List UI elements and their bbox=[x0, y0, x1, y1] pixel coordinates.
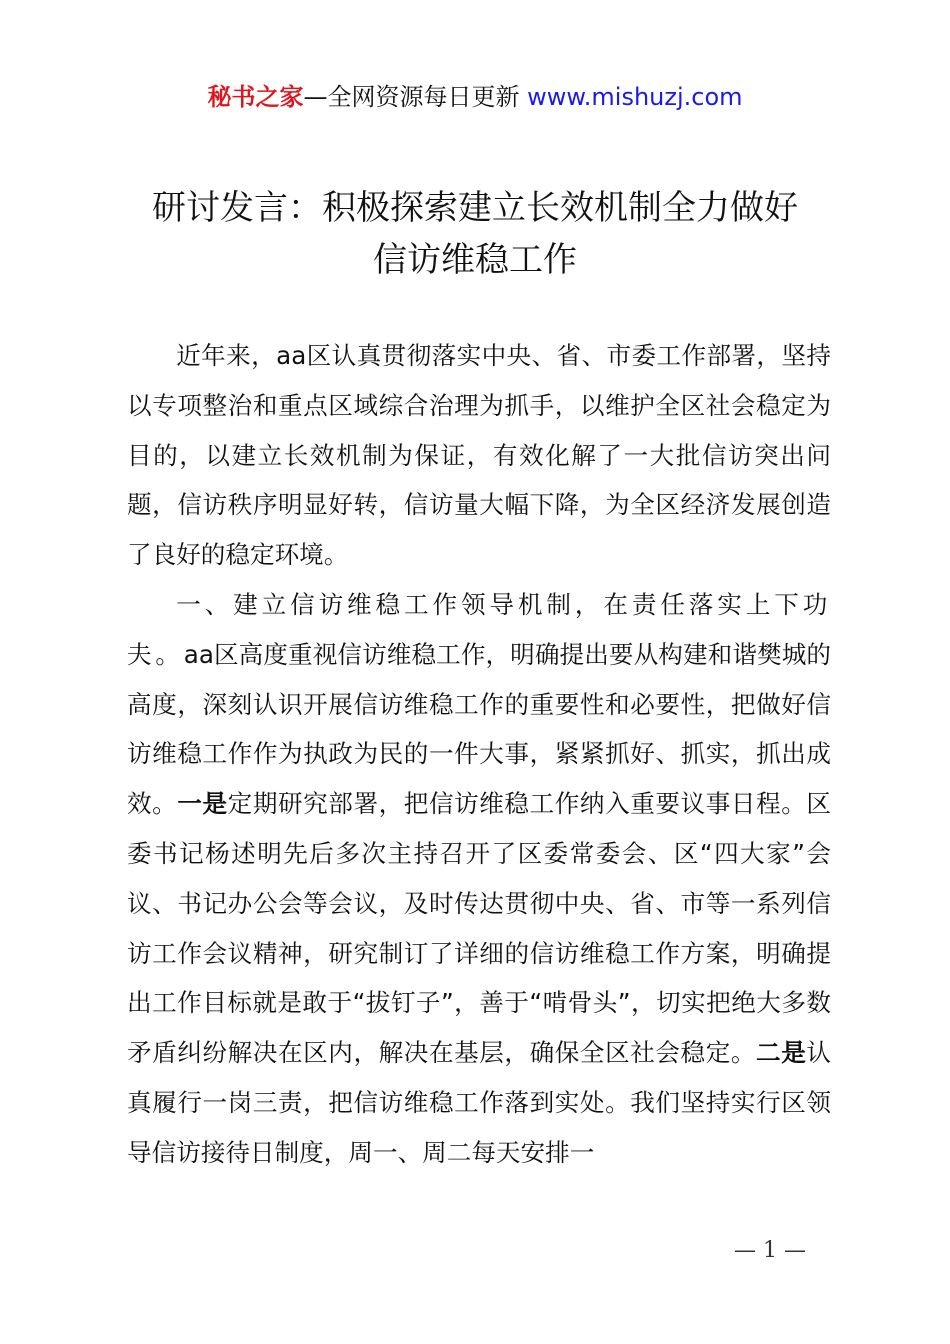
paragraph-section-1 bbox=[127, 580, 831, 1178]
document-title bbox=[100, 182, 850, 286]
title-line-1: 研讨发言：积极探索建立长效机制全力做好 bbox=[152, 188, 798, 228]
page-number: — 1 — bbox=[734, 1238, 806, 1263]
point-one-text: 定期研究部署，把信访维稳工作纳入重要议事日程。区委书记杨述明先后多次主持召开了区委常委会、区“四大家”会议、书记办公会等会议，及时传达贯彻中央、省、市等一系列信访工作会议精神，研究制订了详细的信访维稳工作方案，明确提出工作目标就是敢于“拔钉子”，善于“啃骨头”，切实把绝大多数矛盾纠纷解决在区内，解决在基层，确保全区社会稳定。 bbox=[127, 789, 831, 1068]
site-name: 秘书之家 bbox=[207, 83, 304, 111]
site-header bbox=[0, 80, 950, 114]
site-url-link[interactable]: www.mishuzj.com bbox=[527, 83, 743, 111]
section-1-text: aa区高度重视信访维稳工作，明确提出要从构建和谐樊城的高度，深刻认识开展信访维稳工作的重要性和必要性，把做好信访维稳工作作为执政为民的一件大事，紧紧抓好、抓实，抓出成效。 bbox=[127, 639, 831, 819]
title-line-2: 信访维稳工作 bbox=[373, 240, 577, 280]
site-slogan: —全网资源每日更新 bbox=[303, 83, 520, 111]
point-two-label: 二是 bbox=[756, 1038, 807, 1068]
document-body bbox=[127, 331, 831, 1178]
paragraph-intro: 近年来，aa区认真贯彻落实中央、省、市委工作部署，坚持以专项整治和重点区域综合治理为抓手，以维护全区社会稳定为目的，以建立长效机制为保证，有效化解了一大批信访突出问题，信访秩序明显好转，信访量大幅下降，为全区经济发展创造了良好的稳定环境。 bbox=[127, 341, 831, 570]
section-1-heading: 一、建立信访维稳工作领导机制，在责任落实上下功夫。 bbox=[127, 589, 831, 669]
point-two-text: 认真履行一岗三责，把信访维稳工作落到实处。我们坚持实行区领导信访接待日制度，周一、周二每天安排一 bbox=[127, 1038, 831, 1167]
point-one-label: 一是 bbox=[177, 789, 228, 819]
